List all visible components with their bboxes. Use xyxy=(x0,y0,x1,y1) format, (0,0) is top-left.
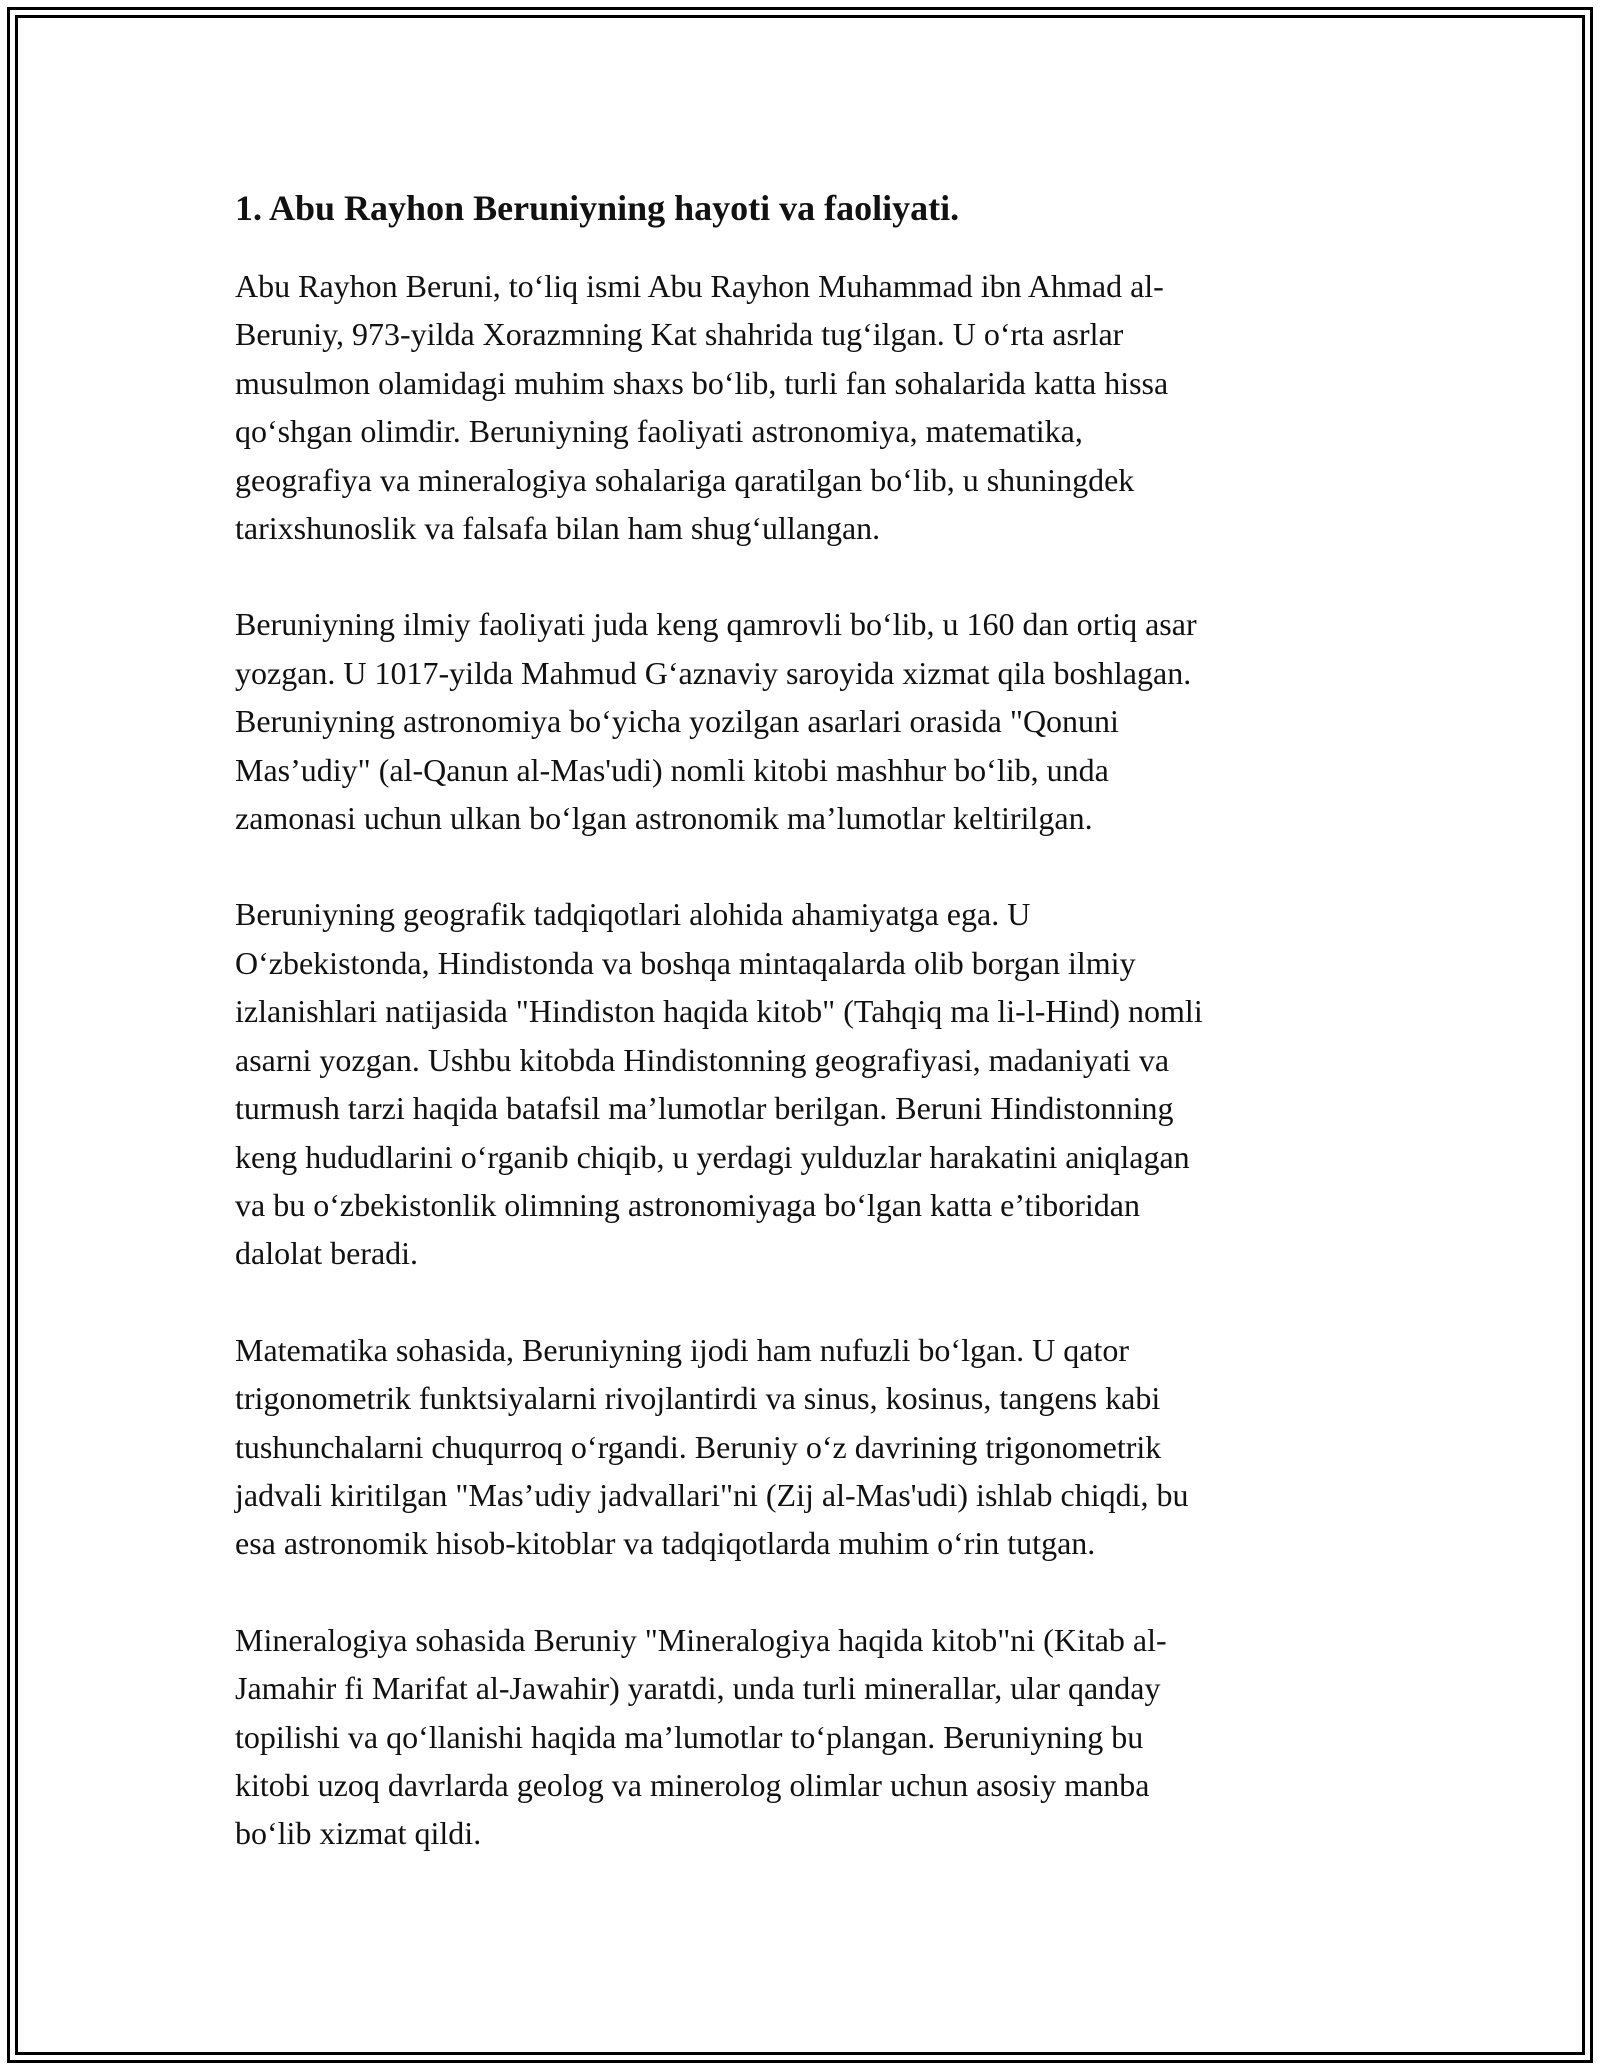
paragraph-line: Mineralogiya sohasida Beruniy "Mineralogiya haqida kitob"ni (Kitab al- xyxy=(235,1621,1167,1658)
paragraph-line: izlanishlari natijasida "Hindiston haqida kitob" (Tahqiq ma li-l-Hind) nomli xyxy=(235,993,1203,1030)
paragraph-mathematics xyxy=(235,1326,1360,1568)
paragraph-line: esa astronomik hisob-kitoblar va tadqiqotlarda muhim o‘rin tutgan. xyxy=(235,1525,1096,1562)
paragraph-line: tarixshunoslik va falsafa bilan ham shug‘ullangan. xyxy=(235,510,881,547)
paragraph-line: dalolat beradi. xyxy=(235,1235,419,1272)
paragraph-line: Abu Rayhon Beruni, to‘liq ismi Abu Rayhon Muhammad ibn Ahmad al- xyxy=(235,268,1164,304)
paragraph-geography xyxy=(235,890,1360,1277)
paragraph-line: topilishi va qo‘llanishi haqida ma’lumotlar to‘plangan. Beruniyning bu xyxy=(235,1718,1144,1755)
paragraph-line: Beruniyning geografik tadqiqotlari alohida ahamiyatga ega. U xyxy=(235,896,1031,933)
paragraph-line: jadvali kiritilgan "Mas’udiy jadvallari"ni (Zij al-Mas'udi) ishlab chiqdi, bu xyxy=(235,1476,1189,1513)
paragraph-line: trigonometrik funktsiyalarni rivojlantirdi va sinus, kosinus, tangens kabi xyxy=(235,1380,1161,1417)
paragraph-line: Beruniyning astronomiya bo‘yicha yozilgan asarlari orasida "Qonuni xyxy=(235,703,1119,740)
paragraph-line: asarni yozgan. Ushbu kitobda Hindistonning geografiyasi, madaniyati va xyxy=(235,1041,1170,1078)
paragraph-line: turmush tarzi haqida batafsil ma’lumotlar berilgan. Beruni Hindistonning xyxy=(235,1090,1174,1127)
paragraph-line: tushunchalarni chuqurroq o‘rgandi. Beruniy o‘z davrining trigonometrik xyxy=(235,1428,1162,1465)
paragraph-line: Beruniy, 973-yilda Xorazmning Kat shahrida tug‘ilgan. U o‘rta asrlar xyxy=(235,316,1124,353)
paragraph-line: bo‘lib xizmat qildi. xyxy=(235,1815,482,1852)
section-heading: 1. Abu Rayhon Beruniyning hayoti va faoliyati. xyxy=(235,188,960,228)
paragraph-mineralogy xyxy=(235,1616,1360,1858)
paragraph-line: va bu o‘zbekistonlik olimning astronomiyaga bo‘lgan katta e’tiboridan xyxy=(235,1186,1140,1223)
paragraph-line: kitobi uzoq davrlarda geolog va minerolog olimlar uchun asosiy manba xyxy=(235,1766,1150,1803)
paragraph-line: O‘zbekistonda, Hindistonda va boshqa mintaqalarda olib borgan ilmiy xyxy=(235,944,1136,981)
paragraph-line: Jamahir fi Marifat al-Jawahir) yaratdi, unda turli minerallar, ular qanday xyxy=(235,1670,1161,1707)
paragraph-line: Matematika sohasida, Beruniyning ijodi ham nufuzli bo‘lgan. U qator xyxy=(235,1331,1130,1368)
paragraph-line: geografiya va mineralogiya sohalariga qaratilgan bo‘lib, u shuningdek xyxy=(235,461,1135,498)
paragraph-line: zamonasi uchun ulkan bo‘lgan astronomik ma’lumotlar keltirilgan. xyxy=(235,800,1093,837)
paragraph-line: musulmon olamidagi muhim shaxs bo‘lib, turli fan sohalarida katta hissa xyxy=(235,364,1169,401)
paragraph-scientific-work xyxy=(235,600,1360,842)
paragraph-line: qo‘shgan olimdir. Beruniyning faoliyati astronomiya, matematika, xyxy=(235,413,1083,450)
paragraph-line: keng hududlarini o‘rganib chiqib, u yerdagi yulduzlar harakatini aniqlagan xyxy=(235,1138,1190,1175)
paragraph-line: Beruniyning ilmiy faoliyati juda keng qamrovli bo‘lib, u 160 dan ortiq asar xyxy=(235,606,1197,643)
paragraph-line: yozgan. U 1017-yilda Mahmud G‘aznaviy saroyida xizmat qila boshlagan. xyxy=(235,654,1192,691)
paragraph-line: Mas’udiy" (al-Qanun al-Mas'udi) nomli kitobi mashhur bo‘lib, unda xyxy=(235,751,1109,788)
paragraph-biography xyxy=(235,262,1360,552)
document-body xyxy=(235,184,1360,1906)
